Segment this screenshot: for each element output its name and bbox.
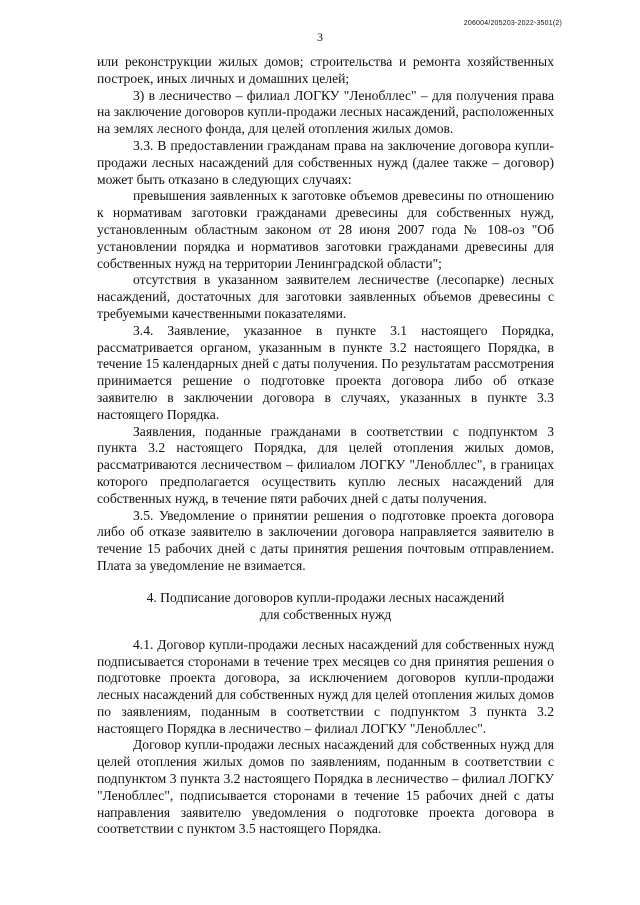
- document-body: [97, 54, 554, 838]
- paragraph-refusal-reason-2: отсутствия в указанном заявителем лесничестве (лесопарке) лесных насаждений, достаточных для заготовки заявленных объемов древесины с требуемыми качественными показателями.: [97, 272, 554, 321]
- section-heading-line-2: для собственных нужд: [259, 606, 392, 622]
- paragraph-4-1: 4.1. Договор купли-продажи лесных насаждений для собственных нужд подписывается сторонами в течение трех месяцев со дня принятия решения о подготовке проекта договора, за исключением договоров купли-продажи лесных насаждений для собственных нужд для целей отопления жилых домов по заявлениям, поданным в соответствии с подпунктом 3 пункта 3.2 настоящего Порядка в лесничество – филиал ЛОГКУ "Ленобллес".: [97, 636, 554, 736]
- paragraph-item-3: 3) в лесничество – филиал ЛОГКУ "Ленобллес" – для получения права на заключение договоров купли-продажи лесных насаждений, расположенных на землях лесного фонда, для целей отопления жилых домов.: [97, 87, 554, 137]
- document-id: 206004/205203-2022-3501(2): [463, 20, 562, 27]
- paragraph-refusal-reason-1: превышения заявленных к заготовке объемов древесины по отношению к нормативам заготовки гражданами древесины для собственных нужд, установленным областным законом от 28 июня 2007 года № 108-оз "Об установлении порядка и нормативов заготовки гражданами древесины для собственных нужд на территории Ленинградской области";: [97, 188, 554, 271]
- paragraph-continuation: или реконструкции жилых домов; строительства и ремонта хозяйственных построек, иных личных и домашних целей;: [97, 54, 554, 86]
- paragraph-3-4: 3.4. Заявление, указанное в пункте 3.1 настоящего Порядка, рассматривается органом, указанным в пункте 3.2 настоящего Порядка, в течение 15 календарных дней с даты получения. По результатам рассмотрения принимается решение о подготовке проекта договора либо об отказе заявителю в заключении договора в случаях, указанных в пункте 3.3 настоящего Порядка.: [97, 322, 554, 422]
- paragraph-3-3: 3.3. В предоставлении гражданам права на заключение договора купли-продажи лесных насаждений для собственных нужд (далее также – договор) может быть отказано в следующих случаях:: [97, 137, 554, 187]
- page-number: 3: [317, 30, 323, 44]
- paragraph-3-5: 3.5. Уведомление о принятии решения о подготовке проекта договора либо об отказе заявителю в заключении договора направляется заявителю в течение 15 рабочих дней с даты принятия решения почтовым отправлением. Плата за уведомление не взимается.: [97, 507, 554, 573]
- paragraph-3-4-applications: Заявления, поданные гражданами в соответствии с подпунктом 3 пункта 3.2 настоящего Порядка, для целей отопления жилых домов, рассматриваются лесничеством – филиалом ЛОГКУ "Ленобллес", в границах которого предполагается осуществить куплю лесных насаждений для собственных нужд, в течение пяти рабочих дней с даты получения.: [97, 423, 554, 506]
- paragraph-4-1-heating: Договор купли-продажи лесных насаждений для собственных нужд для целей отопления жилых домов по заявлениям, поданным в соответствии с подпунктом 3 пункта 3.2 настоящего Порядка в лесничество – филиал ЛОГКУ "Ленобллес", подписывается сторонами в течение 15 рабочих дней с даты направления заявителю уведомления о подготовке проекта договора в соответствии с пунктом 3.5 настоящего Порядка.: [97, 737, 554, 837]
- section-heading-line-1: 4. Подписание договоров купли-продажи лесных насаждений: [146, 589, 505, 605]
- section-heading: [97, 589, 554, 623]
